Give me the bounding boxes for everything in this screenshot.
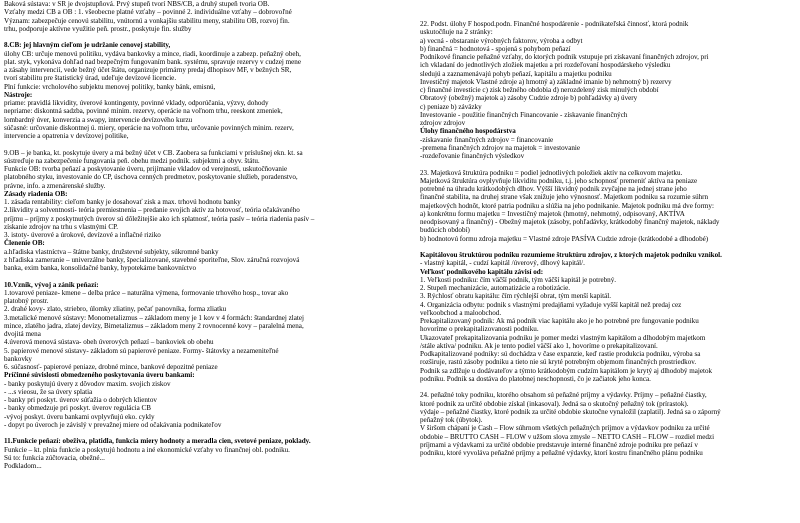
- text-line: potrebné na úhradu krátkodobých dlhov. Výšší likvidný podnik zvyčajne na jednej strane jeho: [420, 185, 687, 193]
- text-line: Veľkosť podnikového kapitálu závisí od:: [420, 267, 544, 276]
- text-line: Nástroje:: [4, 90, 33, 99]
- text-line: a) konkrétnu formu majetku = Investičný majetok (hmotný, nehmotný, odpisovaný, AKTÍVA: [420, 209, 685, 218]
- text-line: Sú to: funkcia zúčtovacia, obežné...: [4, 453, 105, 462]
- text-line: Význam: zabezpečuje cenovú stabilitu, vnútornú a vonkajšiu stabilitu meny, stabilitu OB, rozvoj fin.: [4, 16, 290, 25]
- text-line: 23. Majetková štruktúra podniku = podiel jednotlivých položiek aktív na celkovom majetku.: [420, 168, 683, 177]
- text-line: b) finančná = hodnotová - spojená s pohybom peňazí: [420, 44, 571, 53]
- text-line: 1.tovarové peniaze- kmene – delba práce – naturálna výmena, formovanie trhového hosp., tovar ako: [4, 288, 289, 297]
- text-line: Príčinné súvislosti obmedzeného poskytovania úveru bankami:: [4, 371, 195, 380]
- text-line: -premena finančných zdrojov na majetok = investovanie: [420, 143, 581, 152]
- text-line: tvorí stabilitu pre štatistický úrad, udeľuje devízové licencie.: [4, 74, 177, 83]
- text-line: Prekapitalizovaný podnik: Ak má podnik viac kapitálu ako je ho potrebné pre fungovanie podniku: [420, 317, 699, 325]
- text-line: Vzťahy medzi CB a OB : 1. všeobecne platné vzťahy – povinné 2. individuálne vzťahy – dobrovoľné: [4, 8, 292, 17]
- text-line: 22. Podst. úlohy F hospod.podn. Finančné hospodárenie - podnikateľská činnosť, ktorá podnik: [420, 20, 689, 28]
- text-line: 1. Veľkosti podniku: čím väčší podnik, tým väčší kapitál je potrebný.: [420, 275, 617, 284]
- text-line: [4, 140, 396, 148]
- text-line: [420, 160, 796, 168]
- text-line: - dopyt po úveroch je závislý v prevažnej miere od očakávania podnikateľov: [4, 420, 222, 429]
- text-line: Investovanie - použitie finančných Financovanie - získavanie finančných: [420, 110, 628, 119]
- text-line: Funkcie – kt. plnia funkcie a poskytujú hodnotu a iné ekonomické vzťahy vo finančnej obl. podniku.: [4, 445, 290, 454]
- text-line: neodpisovaný a finančný) - Obežný majetok (zásoby, pohľadávky, krátkodobý finančný majetok, náklady: [420, 218, 720, 226]
- text-line: Plní funkcie: vrcholového subjektu menovej politiky, banky bánk, emisnú,: [4, 82, 216, 91]
- text-line: Podkapitalizované podniky: sú dochádza v čase expanzie, keď rastie produkcia podniku, výroba sa: [420, 350, 701, 358]
- text-line: podniku, ktoré vyvoláva peňažné príjmy a peňažné výdavky, ktorí kostru finančného plánu podniku: [420, 449, 703, 457]
- text-line: a zásahy intervencií, vede bežný účet štátu, organizuje primárny predaj dlhopisov MF, v bežných SR,: [4, 66, 292, 74]
- text-line: intervencie a opatrenia v devízovej politike,: [4, 132, 129, 140]
- text-line: banka, exim banka, konsolidačné banky, hypotekárne bankovníctvo: [4, 264, 196, 272]
- text-line: Baková sústava: v SR je dvojstupňová. Prvý stupeň tvorí NBS/CB, a druhý stupeň tvoria OB.: [4, 0, 270, 8]
- text-line: c) peniaze b) záväzky: [420, 102, 482, 111]
- text-line: Investičný majetok Vlastné zdroje a) hmotný a) základné imanie b) nehmotný b) rezervy: [420, 77, 672, 86]
- text-line: Úlohy finančného hospodárstva: [420, 127, 516, 136]
- text-line: právne, info. a zmenárenské služby.: [4, 181, 106, 190]
- text-line: 11.Funkcie peňazí: obeživa, platidla, funkcia miery hodnoty a meradla cien, svetové peniaze, poklady.: [4, 437, 311, 446]
- text-line: /stále aktíva/ podniku. Ak je tento podiel väčší ako 1, hovoríme o prekapitalizovaní.: [420, 341, 658, 350]
- text-line: trhu, podporuje aktívne využitie peň. prostr., poskytuje fin. služby: [4, 24, 192, 33]
- text-line: [420, 243, 796, 251]
- text-line: príjmu – príjmy z poskytnutých úverov sú dôležitejšie ako ich splatnosť, teória pasív – teória riadenia pasív –: [4, 214, 315, 223]
- text-line: veľkoobchod a maloobchod.: [420, 308, 502, 317]
- text-line: -získavanie finančných zdrojov = financovanie: [420, 135, 554, 144]
- text-line: hovoríme o prekapitalizovanosti podniku.: [420, 325, 539, 334]
- text-line: b) hodnotovú formu zdroja majetku = Vlastné zdroje PASÍVA Cudzie zdroje (krátkodobé a dlhodobé): [420, 234, 709, 243]
- text-line: 5. papierové menové sústavy- základom sú papierové peniaze. Formy- štátovky a nezameniteľné: [4, 346, 279, 355]
- text-line: ich vkladaní do jednotlivých zložiek majetku a pri rozdeľovaní hospodárskeho výsledku: [420, 61, 671, 70]
- right-column: [420, 20, 796, 457]
- text-line: 4.úverová menová sústava- obeh úverových peňazí – bankoviek ob obehu: [4, 338, 214, 347]
- text-line: 1. zásada rentability: cieľom banky je dosahovať zisk a max. trhovú hodnotu banky: [4, 198, 241, 206]
- text-line: Členenie OB:: [4, 239, 45, 248]
- text-line: úlohy CB: určuje menovú politiku, vydáva bankovky a mince, riadi, koordinuje a zabezp. peňažný obeh,: [4, 49, 301, 58]
- text-line: 2. Stupeň mechanizácie, automatizácie a robotizácie.: [420, 284, 571, 292]
- text-line: [4, 429, 396, 437]
- text-line: získanie zdrojov na trhu s vlastnými CP.: [4, 222, 119, 231]
- text-line: 2. drahé kovy- zlato, striebro, úlomky zliatiny, pečať panovníka, forma zliatku: [4, 305, 227, 314]
- text-line: 6. súčasnosť- papierové peniaze, drobné mince, bankové depozitné peniaze: [4, 363, 218, 371]
- text-line: plat. styk, vykonáva dohľad nad bezpečným fungovaním bank. systému, spravuje rezervy v cudzej mene: [4, 57, 301, 66]
- text-line: Podkladom...: [4, 462, 42, 470]
- text-line: - banky pri poskyt. úverov súťažia o dobrých klientov: [4, 396, 157, 404]
- text-line: c) finančné investície c) zisk bežného obdobia d) nerozdelený zisk minulých období: [420, 86, 659, 94]
- text-line: 2.likvidity a solventnosti- teória premiestnenia – predanie svojich aktív za hotovosť, teória očakávaného: [4, 206, 300, 215]
- text-line: platobného styku, investovanie do CP, úschova cenných predmetov, poskytovanie služieb, poradenstvo,: [4, 173, 298, 182]
- text-line: Kapitálovou štruktúrou podniku rozumieme štruktúru zdrojov, z ktorých majetok podniku vznikol.: [420, 251, 722, 259]
- text-line: 10.Vznik, vývoj a zánik peňazí:: [4, 280, 99, 289]
- text-line: uskutočňuje na 2 stránky:: [420, 28, 493, 37]
- text-line: finančné stabilita, na druhej strane však znižuje jeho výnosnosť. Majetkom podniku sa rozumie súhrn: [420, 193, 709, 202]
- text-line: platobný prostr.: [4, 297, 49, 305]
- text-line: Obratový (obežný) majetok a) zásoby Cudzie zdroje b) pohľadávky a) úvery: [420, 94, 638, 103]
- text-line: 3. istoty- úverové a úrokové, devízové a inflačné riziko: [4, 231, 161, 239]
- text-line: [420, 383, 796, 391]
- text-line: majetkových hodnôt, ktoré patria podniku a slúžia na jeho podnikanie. Majetok podniku má dve formy:: [420, 201, 714, 210]
- text-line: - banky poskytujú úvery z dôvodov maxim. svojich ziskov: [4, 379, 171, 388]
- text-line: - vlastný kapitál, - cudzí kapitál /úverový, dlhový kapitál/.: [420, 259, 585, 268]
- text-line: podniku. Podnik sa dostáva do platobnej neschopnosti, čo je začiatok jeho konca.: [420, 374, 651, 383]
- text-line: bankovky: [4, 354, 32, 363]
- text-line: výdaje – peňažné čiastky, ktoré podnik za určité obdobie skutočne vynaložil (zaplatil). Jedná sa o záporný: [420, 407, 721, 416]
- text-line: Podnik sa zdlžuje u dodávateľov a týmto krátkodobým cudzím kapitálom je krytý aj dlhodobý majetok: [420, 366, 713, 375]
- text-line: Funkcie OB: tvorba peňazí a poskytovanie úveru, prijímanie vkladov od verejnosti, uskutočňovanie: [4, 165, 288, 173]
- text-line: príjmami a výdavkami za určité obdobie predstavuje interné finančné zdroje podniku pre peňazí v: [420, 440, 698, 449]
- text-line: mince, zlatého jadra, zlatej devízy, Bimetalizmus – základom meny 2 rovnocenné kovy – paralelná mena,: [4, 321, 304, 330]
- text-line: súčasné: určovanie diskontnej ú. miery, operácie na voľnom trhu, určovanie povinných minim. rezerv,: [4, 123, 294, 132]
- text-line: Ukazovateľ prekapitalizovania podniku je pomer medzi vlastným kapitálom a dlhodobým majetkom: [420, 333, 706, 342]
- text-line: a) vecná - obstaranie výrobných faktorov, výroba a odbyt: [420, 36, 583, 45]
- text-line: 9.OB – je banka, kt. poskytuje úvery a má bežný účet v CB. Zaobera sa funkciami v príslušnej ekn. kt. sa: [4, 148, 303, 157]
- text-line: sústreďuje na zabezpečenie fungovania peň. obehu medzi podnik. subjektmi a obyv. štátu.: [4, 156, 260, 165]
- text-line: 8.CB: jej hlavným cieľom je udržanie cenovej stability,: [4, 41, 171, 50]
- text-line: sledujú a zaznamenávajú pohyb peňazí, kapitálu a majetku podniku: [420, 69, 612, 78]
- left-column: [4, 0, 396, 470]
- text-line: 3. Rýchlosť obratu kapitálu: čím rýchlejší obrat, tým menší kapitál.: [420, 292, 611, 301]
- text-line: rozširuje, rastú zásoby podniku a tieto nie sú kryté potrebným objemom finančných prostriedkov.: [420, 358, 697, 367]
- text-line: -vývoj poskyt. úveru bankami ovplyvňujú eko. cykly: [4, 412, 155, 421]
- text-line: - ...s vieosu, že sa úvery splatia: [4, 387, 93, 396]
- text-line: zdrojov zdrojov: [420, 119, 466, 127]
- text-line: budúcich období): [420, 226, 470, 235]
- text-line: 4. Organizácia odbytu: podnik s vlastnými predajňami vyžaduje vyšší kapitál než predaj cez: [420, 300, 682, 309]
- text-line: Podnikové financie peňažné vzťahy, do ktorých podnik vstupuje pri získavaní finančných zdrojov, pri: [420, 53, 709, 61]
- text-line: lombardný úver, konverzia a swapy, intervencie devízového kurzu: [4, 115, 193, 124]
- text-line: ktoré podnik za určité obdobie získal (inkasoval). Jedná sa o skutočný peňažný tok (prírastok).: [420, 399, 689, 408]
- text-line: Majetková štruktúra ovplyvňuje likviditu podniku, t.j. jeho schopnosť premeniť aktíva na peniaze: [420, 176, 698, 185]
- text-line: Zásady riadenia OB:: [4, 189, 68, 198]
- text-line: peňažný tok (úbytok).: [420, 416, 483, 424]
- text-line: V širšom chápaní je Cash – Flow súhrnom všetkých peňažných príjmov a výdavkov podniku za určité: [420, 424, 710, 433]
- text-line: [4, 33, 396, 41]
- text-line: obdobie – BRUTTO CASH – FLOW v užšom slova zmysle – NETTO CASH – FLOW – rozdiel medzi: [420, 432, 715, 441]
- text-line: a.hľadiska vlastníctva – štátne banky, družstevné subjekty, súkromné banky: [4, 247, 219, 256]
- text-line: dvojitá mena: [4, 330, 41, 338]
- text-line: 3.metalické menové sústavy: Monometalizmus – základom meny je 1 kov v 4 formách: štandardnej zlatej: [4, 313, 305, 322]
- text-line: - banky obmedzuje pri poskyt. úverov regulácia CB: [4, 404, 151, 413]
- text-line: -rozdeľovanie finančných výsledkov: [420, 152, 525, 160]
- text-line: priame: pravidlá likvidity, úverové kontingenty, povinné vklady, odporúčania, výzvy, dohody: [4, 99, 269, 107]
- text-line: z hľadiska zameranie – univerzálne banky, špecializované, stavebné sporiteľne, Slov. záručná rozvojová: [4, 255, 300, 264]
- text-line: nepriame: diskontná sadzba, povinné minim. rezervy, operácie na voľnom trhu, reeskont zmeniek,: [4, 107, 283, 116]
- text-line: 24. peňažné toky podniku, ktorého obsahom sú peňažné príjmy a výdavky. Príjmy – peňažné čiastky,: [420, 391, 707, 400]
- text-line: [4, 272, 396, 280]
